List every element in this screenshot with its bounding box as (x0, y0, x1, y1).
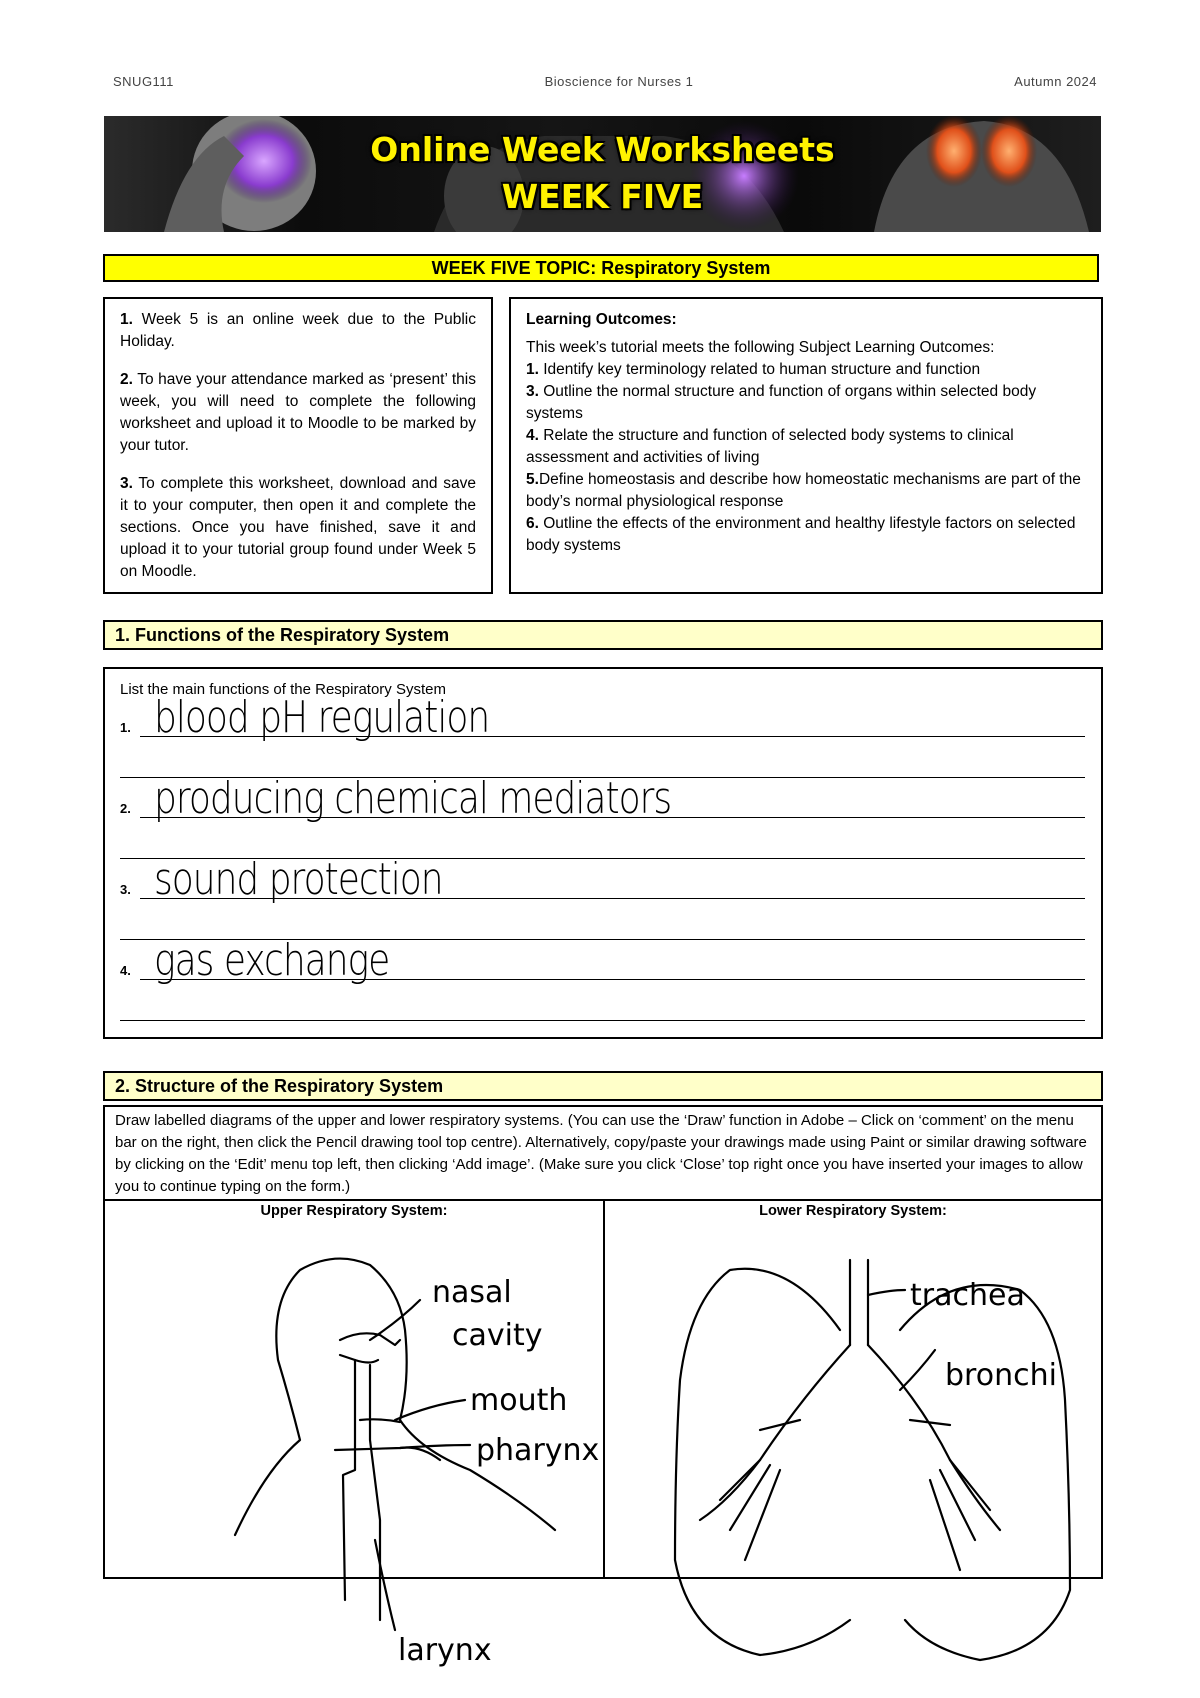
answer-field-3[interactable] (120, 855, 1085, 905)
section2-header: 2. Structure of the Respiratory System (103, 1071, 1103, 1101)
week-topic-bar: WEEK FIVE TOPIC: Respiratory System (103, 254, 1099, 282)
instruction-text: To complete this worksheet, download and save it to your computer, then open it and complete the sections. Once you have finished, save it and upload it to your tutorial group found under Week 5 on Moodle. (120, 475, 476, 580)
instruction-number: 3. (120, 475, 133, 492)
learning-outcomes-box (509, 297, 1103, 594)
answer-number: 4. (120, 963, 131, 978)
banner-title (104, 126, 1101, 220)
learning-outcomes-intro: This week’s tutorial meets the following Subject Learning Outcomes: (526, 339, 995, 356)
answer-number: 1. (120, 720, 131, 735)
handwritten-answer: blood pH regulation (154, 693, 490, 743)
drawing-panels (105, 1199, 1101, 1577)
panel-divider (603, 1201, 605, 1577)
outcome-item (526, 381, 1086, 425)
outcome-number: 4. (526, 427, 539, 444)
instruction-item (120, 369, 476, 457)
lower-respiratory-title: Lower Respiratory System: (759, 1203, 947, 1219)
outcome-text: Relate the structure and function of selected body systems to clinical assessment and activities of living (526, 427, 1014, 466)
outcome-text: Identify key terminology related to human structure and function (538, 361, 981, 378)
instruction-text: To have your attendance marked as ‘present’ this week, you will need to complete the following worksheet and upload it to Moodle to be marked by your tutor. (120, 371, 476, 454)
label-bronchi: bronchi (945, 1358, 1057, 1393)
outcome-text: Outline the normal structure and function of organs within selected body systems (526, 383, 1037, 422)
upper-respiratory-title: Upper Respiratory System: (260, 1203, 448, 1219)
answer-field-4[interactable] (120, 936, 1085, 986)
answer-number: 2. (120, 801, 131, 816)
outcome-number: 5. (526, 471, 539, 488)
handwritten-answer: sound protection (154, 855, 443, 905)
answer-number: 3. (120, 882, 131, 897)
worksheet-banner (104, 116, 1101, 232)
instruction-item (120, 473, 476, 583)
banner-title-line1: Online Week Worksheets (370, 130, 835, 169)
outcome-text: Outline the effects of the environment and healthy lifestyle factors on selected body systems (526, 515, 1076, 554)
functions-instruction: List the main functions of the Respiratory System (120, 681, 446, 698)
label-pharynx: pharynx (476, 1433, 600, 1468)
outcome-item (526, 359, 1086, 381)
outcome-item (526, 513, 1086, 557)
answer-field-1[interactable] (120, 693, 1085, 743)
session: Autumn 2024 (1014, 74, 1097, 89)
structure-box (103, 1105, 1103, 1579)
answer-field-2[interactable] (120, 774, 1085, 824)
label-trachea: trachea (910, 1278, 1025, 1313)
instruction-number: 1. (120, 311, 133, 328)
label-nasal: nasal (432, 1275, 512, 1310)
instruction-item (120, 309, 476, 353)
label-mouth: mouth (470, 1383, 568, 1418)
functions-answer-box (103, 667, 1103, 1039)
handwritten-answer: producing chemical mediators (154, 774, 672, 824)
learning-outcomes-title: Learning Outcomes: (526, 311, 677, 328)
outcome-number: 6. (526, 515, 539, 532)
outcome-item (526, 469, 1086, 513)
course-name: Bioscience for Nurses 1 (544, 74, 694, 89)
outcome-number: 1. (526, 361, 539, 378)
section1-header: 1. Functions of the Respiratory System (103, 620, 1103, 650)
outcome-item (526, 425, 1086, 469)
label-cavity: cavity (452, 1318, 543, 1353)
instructions-box (103, 297, 493, 594)
course-code: SNUG111 (113, 74, 174, 89)
handwritten-answer: gas exchange (154, 936, 390, 986)
outcome-number: 3. (526, 383, 539, 400)
label-larynx: larynx (398, 1633, 492, 1668)
structure-instruction: Draw labelled diagrams of the upper and lower respiratory systems. (You can use the ‘Draw’ function in Adobe – Click on ‘comment’ on the menu bar on the right, then click the Pencil drawing tool top centre). Alternatively, copy/paste your drawings made using Paint or similar drawing software by clicking on the ‘Edit’ menu top left, then clicking ‘Add image’. (Make sure you click ‘Close’ top right once you have inserted your images to allow you to continue typing on the form.) (115, 1112, 1087, 1195)
instruction-number: 2. (120, 371, 133, 388)
instruction-text: Week 5 is an online week due to the Public Holiday. (120, 311, 476, 350)
outcome-text: Define homeostasis and describe how homeostatic mechanisms are part of the body’s normal physiological response (526, 471, 1081, 510)
banner-title-line2: WEEK FIVE (501, 177, 704, 216)
answer-blank-line (120, 1020, 1085, 1021)
